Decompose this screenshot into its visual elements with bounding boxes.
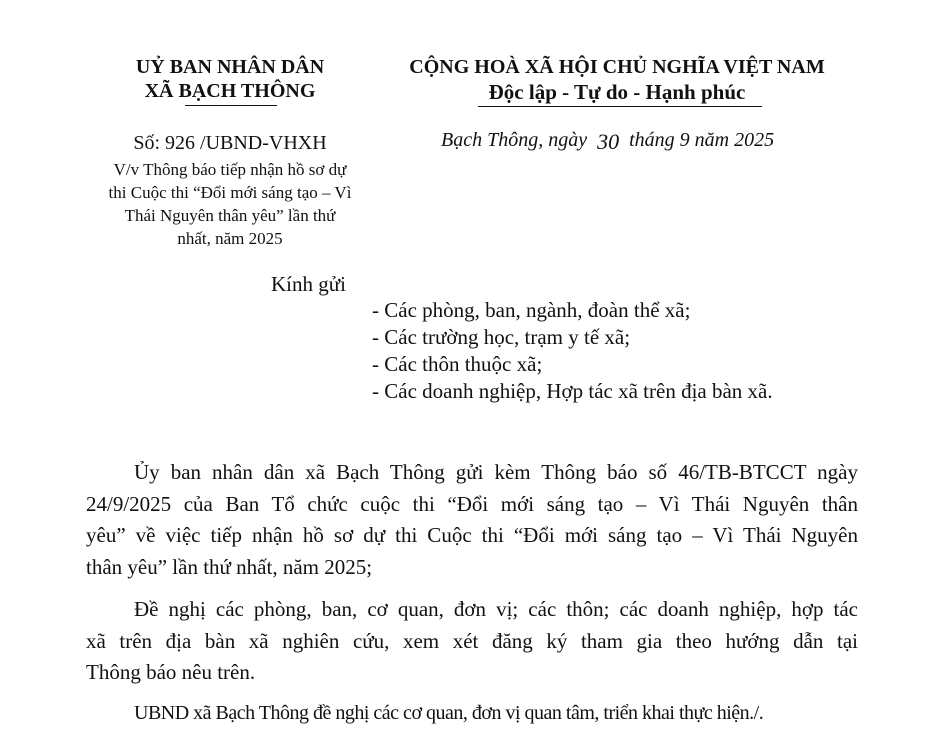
issuer-commune: XÃ BẠCH THÔNG — [144, 80, 316, 102]
place-date — [441, 126, 774, 152]
motto-underline — [478, 106, 762, 107]
salutation: Kính gửi — [271, 272, 346, 296]
recipient-item: - Các trường học, trạm y tế xã; — [372, 325, 631, 349]
paragraph-line: yêu” về việc tiếp nhận hồ sơ dự thi Cuộc thi “Đổi mới sáng tạo – Vì Thái Nguyên — [86, 523, 858, 547]
paragraph-line: Thông báo nêu trên. — [86, 660, 256, 684]
national-motto: Độc lập - Tự do - Hạnh phúc — [488, 80, 746, 104]
subject-line: thi Cuộc thi “Đổi mới sáng tạo – Vì — [108, 183, 352, 202]
place-date-suffix: tháng 9 năm 2025 — [629, 129, 775, 151]
paragraph-line: xã trên địa bàn xã nghiên cứu, xem xét đăng ký tham gia theo hướng dẫn tại — [86, 628, 858, 653]
body-paragraph-1 — [86, 457, 858, 583]
document-subject — [100, 158, 360, 250]
document-number: Số: 926 /UBND-VHXH — [133, 132, 327, 154]
issuer-name: UỶ BAN NHÂN DÂN — [135, 56, 325, 78]
paragraph-line: 24/9/2025 của Ban Tổ chức cuộc thi “Đổi mới sáng tạo – Vì Thái Nguyên thân — [86, 491, 858, 516]
paragraph-line: Đề nghị các phòng, ban, cơ quan, đơn vị; các thôn; các doanh nghiệp, hợp tác — [134, 597, 858, 621]
place-date-prefix: Bạch Thông, ngày — [441, 129, 588, 151]
body-paragraph-2 — [86, 594, 858, 689]
recipient-item: - Các doanh nghiệp, Hợp tác xã trên địa bàn xã. — [372, 379, 773, 403]
date-day: 30 — [597, 129, 620, 154]
national-title: CỘNG HOÀ XÃ HỘI CHỦ NGHĨA VIỆT NAM — [409, 56, 825, 78]
paragraph-line: Ủy ban nhân dân xã Bạch Thông gửi kèm Thông báo số 46/TB-BTCCT ngày — [134, 460, 858, 484]
issuer-underline — [185, 105, 277, 106]
body-paragraph-3: UBND xã Bạch Thông đề nghị các cơ quan, đơn vị quan tâm, triển khai thực hiện./. — [134, 702, 764, 724]
subject-line: V/v Thông báo tiếp nhận hồ sơ dự — [113, 160, 347, 179]
subject-line: nhất, năm 2025 — [177, 229, 283, 248]
subject-line: Thái Nguyên thân yêu” lần thứ — [124, 206, 336, 225]
paragraph-line: thân yêu” lần thứ nhất, năm 2025; — [86, 554, 373, 579]
recipient-item: - Các thôn thuộc xã; — [372, 352, 543, 376]
recipient-item: - Các phòng, ban, ngành, đoàn thể xã; — [372, 298, 691, 322]
